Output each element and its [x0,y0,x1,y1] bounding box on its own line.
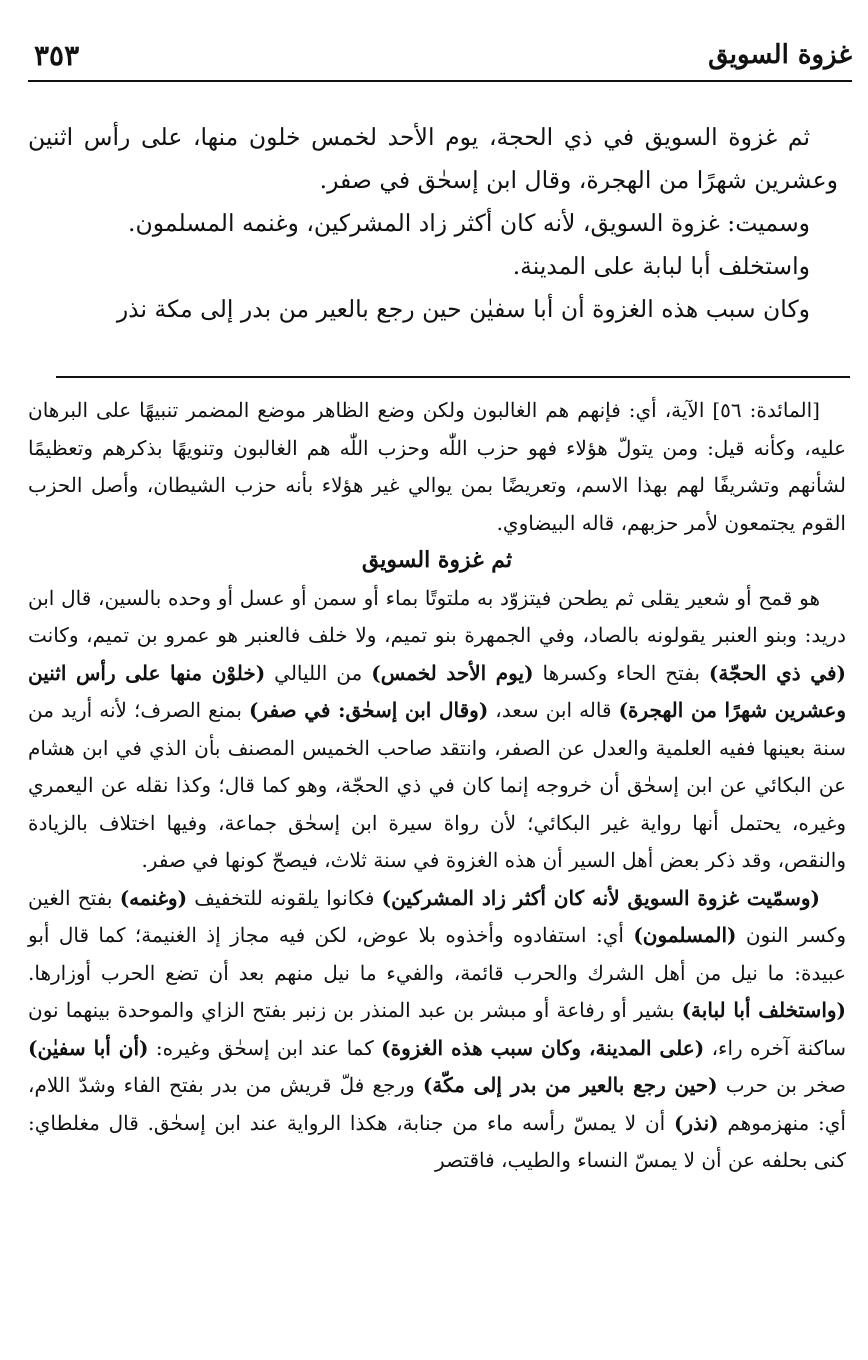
commentary-text: فكانوا يلقونه للتخفيف [187,885,382,910]
section-heading: ثم غزوة السويق [361,547,513,573]
main-text-paragraph: واستخلف أبا لبابة على المدينة. [512,252,810,280]
quoted-phrase: (وقال ابن إسحٰق: في صفر) [248,698,489,722]
quoted-phrase: (وسمّيت غزوة السويق لأنه كان أكثر زاد المشركين) [381,885,820,910]
section-divider [56,376,850,378]
commentary-text: أي: استفادوه وأخذوه بلا عوض، لكن فيه مجاز إذ الغنيمة؛ كما قال أبو عبيدة: ما نيل من أهل الشرك والحرب قائمة، والفيء ما نيل منهم بعد أن تضع الحرب أوزارها. [28,923,846,985]
quoted-phrase: (في ذي الحجّة) [708,660,846,685]
quoted-phrase: (خلوْن منها على رأس اثنين وعشرين شهرًا من الهجرة) [28,660,846,722]
commentary-text: صخر بن حرب [717,1073,846,1097]
quoted-phrase: (المسلمون) [633,923,737,947]
commentary-text: قاله ابن سعد، [488,698,619,722]
commentary-text: هو قمح أو شعير يقلى ثم يطحن فيتزوّد به ملتوتًا بماء أو سمن أو عسل أو وحده بالسين، قال ابن دريد: وبنو العنبر يقولونه بالصاد، وفي الجمهرة بنو تميم، ولا خلف فالعنبر هو عمرو بن تميم، وكانت [28,585,846,647]
commentary-paragraph: [المائدة: ٥٦] الآية، أي: فإنهم هم الغالبون ولكن وضع الظاهر موضع المضمر تنبيهًا على البرهان عليه، وكأنه قيل: ومن يتولّ هؤلاء فهو حزب اللّٰه وحزب اللّٰه هم الغالبون وتنويهًا بذكرهم وتعظيمًا لشأنهم وتشريفًا لهم بهذا الاسم، وتعريضًا بمن يوالي غير هؤلاء بأنه حزب الشيطان، وأصل الحزب القوم يجتمعون لأمر حزبهم، قاله البيضاوي. [28,398,846,535]
quoted-phrase: (نذر) [673,1110,719,1135]
quoted-phrase: (يوم الأحد لخمس) [371,660,534,685]
main-text [28,116,838,331]
commentary-text: بشير أو رفاعة أو مبشر بن عبد المنذر بن زنبر بفتح الزاي والموحدة بينهما نون ساكنة آخره راء، [28,998,846,1060]
main-text-paragraph: وكان سبب هذه الغزوة أن أبا سفيٰن حين رجع بالعير من بدر إلى مكة نذر [116,295,810,323]
commentary-paragraph [28,580,846,880]
quoted-phrase: (أن أبا سفيٰن) [28,1035,149,1060]
main-text-paragraph: وسميت: غزوة السويق، لأنه كان أكثر زاد المشركين، وغنمه المسلمون. [128,209,810,237]
commentary-text: بفتح الغين وكسر النون [28,885,846,947]
quoted-phrase: (على المدينة، وكان سبب هذه الغزوة) [381,1035,705,1060]
quoted-phrase: (وغنمه) [119,885,188,910]
page-number: ٣٥٣ [34,38,80,72]
main-text-paragraph: ثم غزوة السويق في ذي الحجة، يوم الأحد لخمس خلون منها، على رأس اثنين وعشرين شهرًا من الهجرة، وقال ابن إسحٰق في صفر. [28,123,838,194]
quoted-phrase: (واستخلف أبا لبابة) [681,998,846,1022]
quoted-phrase: (حين رجع بالعير من بدر إلى مكّة) [422,1073,718,1097]
commentary-text: ورجع فلّ قريش من بدر بفتح الفاء وشدّ اللام، أي: منهزموهم [28,1073,846,1135]
commentary-paragraph [28,880,846,1180]
page-header [28,30,852,82]
commentary-text: من الليالي [265,660,372,685]
commentary [28,392,846,1180]
commentary-text: أن لا يمسّ رأسه ماء من جنابة، هكذا الرواية عند ابن إسحٰق. قال مغلطاي: كنى بحلفه عن أن لا يمسّ النساء والطيب، فاقتصر [28,1110,846,1172]
commentary-text: بفتح الحاء وكسرها [533,660,709,685]
commentary-text: كما عند ابن إسحٰق وغيره: [148,1035,382,1060]
running-title: غزوة السويق [708,40,852,70]
commentary-text: بمنع الصرف؛ لأنه أريد من سنة بعينها ففيه العلمية والعدل عن الصفر، وانتقد صاحب الخميس المصنف بأن الذي في ابن هشام عن البكائي عن ابن إسحٰق أن خروجه إنما كان في ذي الحجّة، وهو كما قال؛ وكذا نقله عن اليعمري وغيره، يحتمل أنها رواية غير البكائي؛ لأن رواة سيرة ابن إسحٰق جماعة، وفيها اختلاف بالزيادة والنقص، وقد ذكر بعض أهل السير أن هذه الغزوة في سنة ثلاث، فيصحّ كونها في صفر. [28,698,847,872]
